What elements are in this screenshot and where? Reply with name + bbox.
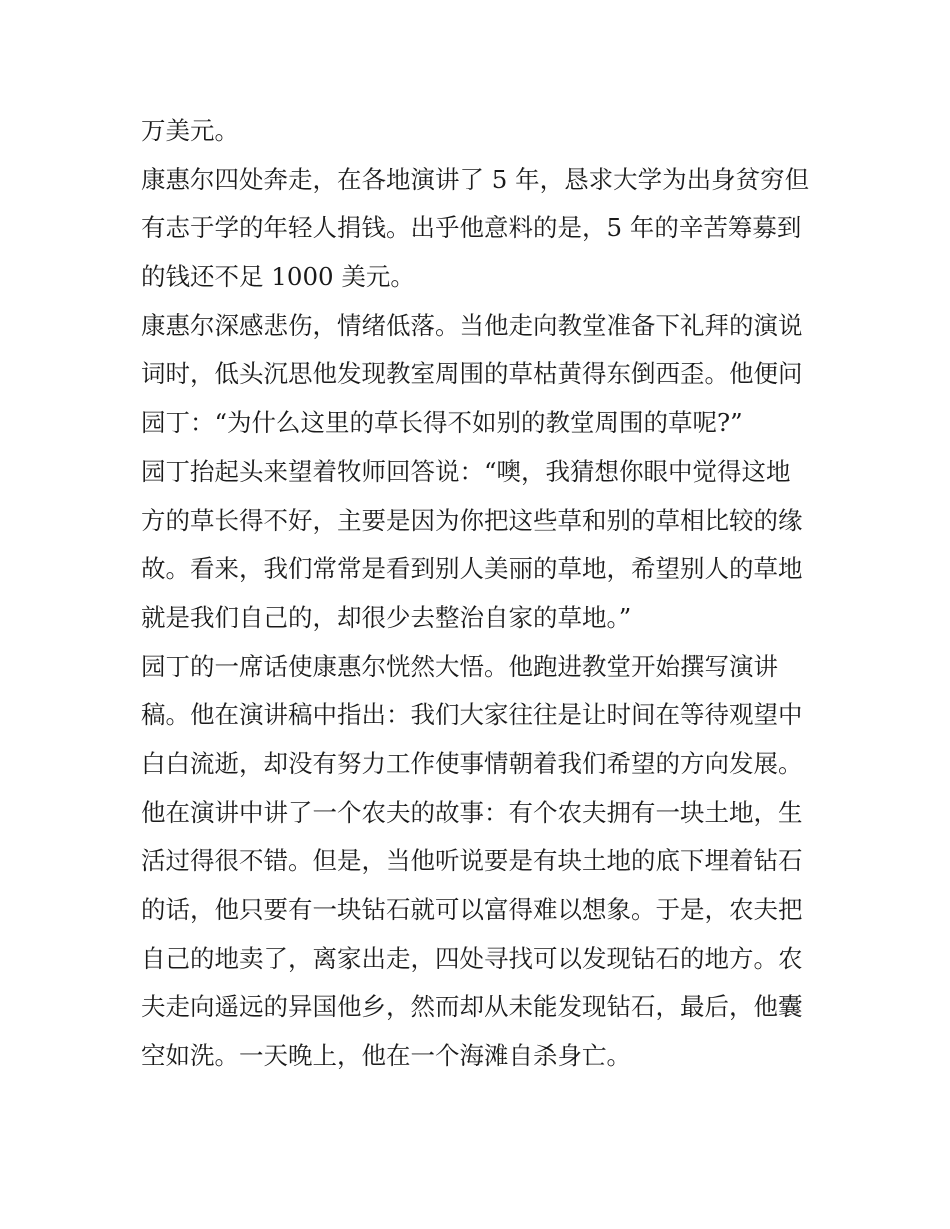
text-line: 夫走向遥远的异国他乡，然而却从未能发现钻石，最后，他囊 bbox=[141, 992, 803, 1022]
text-line: 他在演讲中讲了一个农夫的故事：有个农夫拥有一块土地，生 bbox=[141, 797, 803, 827]
text-line: 的钱还不足 1000 美元。 bbox=[141, 262, 415, 292]
text-line: 白白流逝，却没有努力工作使事情朝着我们希望的方向发展。 bbox=[141, 748, 803, 778]
text-line: 园丁的一席话使康惠尔恍然大悟。他跑进教堂开始撰写演讲 bbox=[141, 651, 778, 681]
text-line: 空如洗。一天晚上，他在一个海滩自杀身亡。 bbox=[141, 1041, 631, 1071]
text-line: 词时，低头沉思他发现教室周围的草枯黄得东倒西歪。他便问 bbox=[141, 359, 803, 389]
text-line: 稿。他在演讲稿中指出：我们大家往往是让时间在等待观望中 bbox=[141, 700, 803, 730]
text-line: 园丁抬起头来望着牧师回答说：“噢，我猜想你眼中觉得这地 bbox=[141, 456, 791, 486]
text-line: 万美元。 bbox=[141, 116, 239, 145]
text-line: 园丁：“为什么这里的草长得不如别的教堂周围的草呢?” bbox=[141, 408, 743, 438]
text-line: 康惠尔四处奔走，在各地演讲了 5 年，恳求大学为出身贫穷但 bbox=[141, 164, 810, 194]
text-line: 故。看来，我们常常是看到别人美丽的草地，希望别人的草地 bbox=[141, 554, 803, 584]
text-line: 方的草长得不好，主要是因为你把这些草和别的草相比较的缘 bbox=[141, 505, 803, 535]
text-line: 康惠尔深感悲伤，情绪低落。当他走向教堂准备下礼拜的演说 bbox=[141, 310, 803, 340]
text-line: 活过得很不错。但是，当他听说要是有块土地的底下埋着钻石 bbox=[141, 846, 803, 876]
text-line: 就是我们自己的，却很少去整治自家的草地。” bbox=[141, 602, 632, 632]
document-body bbox=[141, 107, 821, 1081]
text-line: 有志于学的年轻人捐钱。出乎他意料的是，5 年的辛苦筹募到 bbox=[141, 213, 802, 243]
text-line: 的话，他只要有一块钻石就可以富得难以想象。于是，农夫把 bbox=[141, 895, 803, 924]
text-line: 自己的地卖了，离家出走，四处寻找可以发现钻石的地方。农 bbox=[141, 943, 803, 973]
